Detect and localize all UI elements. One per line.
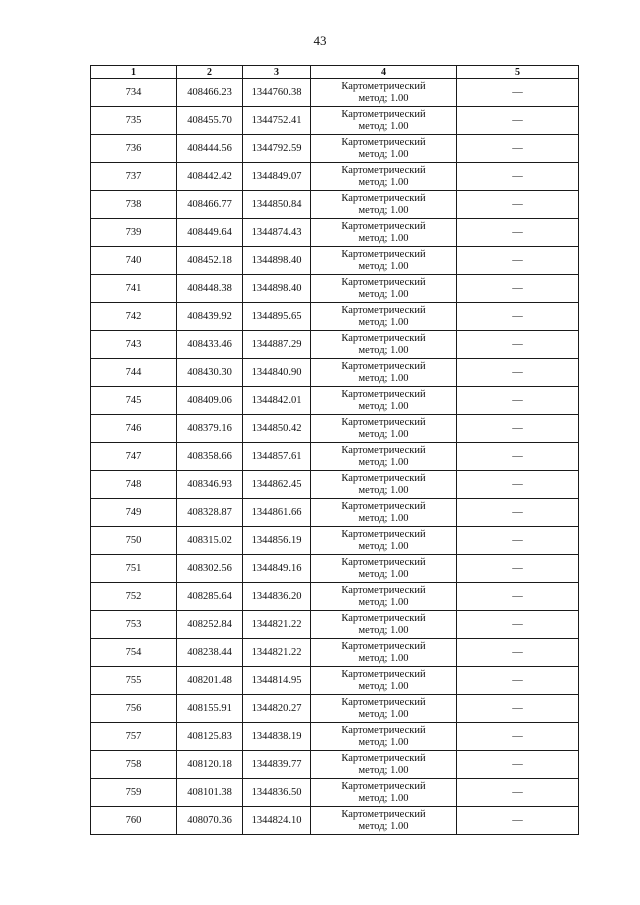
- y-coordinate-cell: 1344857.61: [243, 443, 311, 471]
- table-row: [91, 79, 579, 107]
- note-cell: —: [457, 107, 579, 135]
- note-cell: —: [457, 555, 579, 583]
- note-cell: —: [457, 415, 579, 443]
- x-coordinate-cell: 408455.70: [177, 107, 243, 135]
- method-cell: [311, 667, 457, 695]
- note-cell: —: [457, 331, 579, 359]
- page-number: 43: [313, 33, 327, 48]
- method-line-2: метод; 1.00: [358, 596, 409, 608]
- x-coordinate-cell: 408328.87: [177, 499, 243, 527]
- x-coordinate-cell: 408358.66: [177, 443, 243, 471]
- method-line-1: Картометрический: [341, 724, 426, 736]
- table-row: [91, 331, 579, 359]
- point-number-cell: 746: [91, 415, 177, 443]
- method-line-2: метод; 1.00: [358, 624, 409, 636]
- x-coordinate-cell: 408442.42: [177, 163, 243, 191]
- method-line-1: Картометрический: [341, 780, 426, 792]
- x-coordinate-cell: 408433.46: [177, 331, 243, 359]
- method-cell: [311, 135, 457, 163]
- method-line-1: Картометрический: [341, 528, 426, 540]
- x-coordinate-cell: 408452.18: [177, 247, 243, 275]
- method-line-1: Картометрический: [341, 136, 426, 148]
- method-cell: [311, 415, 457, 443]
- note-cell: —: [457, 219, 579, 247]
- table-row: [91, 471, 579, 499]
- y-coordinate-cell: 1344836.50: [243, 779, 311, 807]
- method-line-1: Картометрический: [341, 500, 426, 512]
- note-cell: —: [457, 387, 579, 415]
- table-row: [91, 695, 579, 723]
- method-line-1: Картометрический: [341, 808, 426, 820]
- x-coordinate-cell: 408430.30: [177, 359, 243, 387]
- y-coordinate-cell: 1344862.45: [243, 471, 311, 499]
- point-number-cell: 750: [91, 527, 177, 555]
- method-line-2: метод; 1.00: [358, 428, 409, 440]
- point-number-cell: 753: [91, 611, 177, 639]
- note-cell: —: [457, 695, 579, 723]
- method-cell: [311, 555, 457, 583]
- x-coordinate-cell: 408409.06: [177, 387, 243, 415]
- header-col-4: 4: [311, 66, 457, 79]
- y-coordinate-cell: 1344850.42: [243, 415, 311, 443]
- y-coordinate-cell: 1344861.66: [243, 499, 311, 527]
- point-number-cell: 755: [91, 667, 177, 695]
- x-coordinate-cell: 408302.56: [177, 555, 243, 583]
- method-cell: [311, 527, 457, 555]
- method-cell: [311, 163, 457, 191]
- y-coordinate-cell: 1344856.19: [243, 527, 311, 555]
- point-number-cell: 752: [91, 583, 177, 611]
- method-line-1: Картометрический: [341, 668, 426, 680]
- point-number-cell: 743: [91, 331, 177, 359]
- table-row: [91, 219, 579, 247]
- x-coordinate-cell: 408444.56: [177, 135, 243, 163]
- note-cell: —: [457, 751, 579, 779]
- y-coordinate-cell: 1344898.40: [243, 275, 311, 303]
- method-cell: [311, 331, 457, 359]
- note-cell: —: [457, 667, 579, 695]
- method-cell: [311, 359, 457, 387]
- point-number-cell: 735: [91, 107, 177, 135]
- point-number-cell: 736: [91, 135, 177, 163]
- method-cell: [311, 443, 457, 471]
- note-cell: —: [457, 163, 579, 191]
- table-row: [91, 639, 579, 667]
- table-row: [91, 415, 579, 443]
- note-cell: —: [457, 807, 579, 835]
- header-col-2: 2: [177, 66, 243, 79]
- y-coordinate-cell: 1344839.77: [243, 751, 311, 779]
- y-coordinate-cell: 1344840.90: [243, 359, 311, 387]
- method-line-2: метод; 1.00: [358, 232, 409, 244]
- y-coordinate-cell: 1344849.07: [243, 163, 311, 191]
- table-row: [91, 247, 579, 275]
- table-row: [91, 807, 579, 835]
- method-line-2: метод; 1.00: [358, 344, 409, 356]
- method-line-2: метод; 1.00: [358, 764, 409, 776]
- y-coordinate-cell: 1344850.84: [243, 191, 311, 219]
- x-coordinate-cell: 408448.38: [177, 275, 243, 303]
- method-cell: [311, 807, 457, 835]
- point-number-cell: 737: [91, 163, 177, 191]
- table-row: [91, 275, 579, 303]
- y-coordinate-cell: 1344874.43: [243, 219, 311, 247]
- header-col-5: 5: [457, 66, 579, 79]
- method-line-2: метод; 1.00: [358, 372, 409, 384]
- y-coordinate-cell: 1344887.29: [243, 331, 311, 359]
- note-cell: —: [457, 639, 579, 667]
- method-line-1: Картометрический: [341, 192, 426, 204]
- method-cell: [311, 639, 457, 667]
- point-number-cell: 756: [91, 695, 177, 723]
- x-coordinate-cell: 408346.93: [177, 471, 243, 499]
- table-row: [91, 303, 579, 331]
- x-coordinate-cell: 408238.44: [177, 639, 243, 667]
- method-line-2: метод; 1.00: [358, 204, 409, 216]
- note-cell: —: [457, 247, 579, 275]
- table-row: [91, 527, 579, 555]
- method-line-2: метод; 1.00: [358, 708, 409, 720]
- method-line-1: Картометрический: [341, 696, 426, 708]
- table-row: [91, 751, 579, 779]
- method-line-2: метод; 1.00: [358, 820, 409, 832]
- method-line-1: Картометрический: [341, 388, 426, 400]
- x-coordinate-cell: 408070.36: [177, 807, 243, 835]
- coordinates-table: [90, 65, 579, 835]
- method-line-2: метод; 1.00: [358, 260, 409, 272]
- point-number-cell: 760: [91, 807, 177, 835]
- method-line-1: Картометрический: [341, 276, 426, 288]
- point-number-cell: 758: [91, 751, 177, 779]
- method-line-1: Картометрический: [341, 248, 426, 260]
- note-cell: —: [457, 303, 579, 331]
- x-coordinate-cell: 408201.48: [177, 667, 243, 695]
- method-line-2: метод; 1.00: [358, 316, 409, 328]
- y-coordinate-cell: 1344824.10: [243, 807, 311, 835]
- table-row: [91, 723, 579, 751]
- y-coordinate-cell: 1344849.16: [243, 555, 311, 583]
- method-line-2: метод; 1.00: [358, 484, 409, 496]
- method-line-1: Картометрический: [341, 108, 426, 120]
- x-coordinate-cell: 408125.83: [177, 723, 243, 751]
- y-coordinate-cell: 1344821.22: [243, 639, 311, 667]
- method-cell: [311, 79, 457, 107]
- note-cell: —: [457, 471, 579, 499]
- method-line-1: Картометрический: [341, 612, 426, 624]
- table-row: [91, 499, 579, 527]
- method-line-2: метод; 1.00: [358, 288, 409, 300]
- method-cell: [311, 303, 457, 331]
- point-number-cell: 740: [91, 247, 177, 275]
- method-line-1: Картометрический: [341, 752, 426, 764]
- y-coordinate-cell: 1344895.65: [243, 303, 311, 331]
- y-coordinate-cell: 1344821.22: [243, 611, 311, 639]
- method-cell: [311, 695, 457, 723]
- table-row: [91, 359, 579, 387]
- point-number-cell: 744: [91, 359, 177, 387]
- method-cell: [311, 191, 457, 219]
- method-line-2: метод; 1.00: [358, 736, 409, 748]
- x-coordinate-cell: 408449.64: [177, 219, 243, 247]
- table-row: [91, 107, 579, 135]
- table-row: [91, 779, 579, 807]
- table-row: [91, 611, 579, 639]
- method-line-2: метод; 1.00: [358, 568, 409, 580]
- x-coordinate-cell: 408101.38: [177, 779, 243, 807]
- method-line-1: Картометрический: [341, 332, 426, 344]
- point-number-cell: 741: [91, 275, 177, 303]
- y-coordinate-cell: 1344814.95: [243, 667, 311, 695]
- method-cell: [311, 611, 457, 639]
- method-line-1: Картометрический: [341, 220, 426, 232]
- method-line-2: метод; 1.00: [358, 400, 409, 412]
- method-line-1: Картометрический: [341, 360, 426, 372]
- method-line-1: Картометрический: [341, 164, 426, 176]
- table-row: [91, 135, 579, 163]
- note-cell: —: [457, 611, 579, 639]
- y-coordinate-cell: 1344838.19: [243, 723, 311, 751]
- x-coordinate-cell: 408439.92: [177, 303, 243, 331]
- x-coordinate-cell: 408466.23: [177, 79, 243, 107]
- method-cell: [311, 583, 457, 611]
- point-number-cell: 751: [91, 555, 177, 583]
- y-coordinate-cell: 1344820.27: [243, 695, 311, 723]
- method-line-1: Картометрический: [341, 80, 426, 92]
- note-cell: —: [457, 275, 579, 303]
- method-line-2: метод; 1.00: [358, 512, 409, 524]
- method-cell: [311, 275, 457, 303]
- note-cell: —: [457, 443, 579, 471]
- method-cell: [311, 107, 457, 135]
- note-cell: —: [457, 583, 579, 611]
- point-number-cell: 747: [91, 443, 177, 471]
- table-row: [91, 387, 579, 415]
- method-line-1: Картометрический: [341, 556, 426, 568]
- point-number-cell: 745: [91, 387, 177, 415]
- table-row: [91, 555, 579, 583]
- method-line-1: Картометрический: [341, 416, 426, 428]
- method-line-2: метод; 1.00: [358, 120, 409, 132]
- point-number-cell: 739: [91, 219, 177, 247]
- note-cell: —: [457, 191, 579, 219]
- y-coordinate-cell: 1344760.38: [243, 79, 311, 107]
- method-line-1: Картометрический: [341, 304, 426, 316]
- point-number-cell: 754: [91, 639, 177, 667]
- table-row: [91, 191, 579, 219]
- note-cell: —: [457, 527, 579, 555]
- note-cell: —: [457, 79, 579, 107]
- method-cell: [311, 247, 457, 275]
- point-number-cell: 748: [91, 471, 177, 499]
- method-cell: [311, 779, 457, 807]
- header-col-3: 3: [243, 66, 311, 79]
- point-number-cell: 738: [91, 191, 177, 219]
- method-line-1: Картометрический: [341, 472, 426, 484]
- header-col-1: 1: [91, 66, 177, 79]
- method-line-2: метод; 1.00: [358, 92, 409, 104]
- table-row: [91, 443, 579, 471]
- note-cell: —: [457, 779, 579, 807]
- method-line-2: метод; 1.00: [358, 792, 409, 804]
- table-header-row: [91, 66, 579, 79]
- method-line-2: метод; 1.00: [358, 148, 409, 160]
- method-cell: [311, 723, 457, 751]
- table-body: [91, 79, 579, 835]
- x-coordinate-cell: 408120.18: [177, 751, 243, 779]
- point-number-cell: 759: [91, 779, 177, 807]
- method-cell: [311, 751, 457, 779]
- method-line-1: Картометрический: [341, 584, 426, 596]
- point-number-cell: 742: [91, 303, 177, 331]
- method-line-2: метод; 1.00: [358, 176, 409, 188]
- y-coordinate-cell: 1344898.40: [243, 247, 311, 275]
- method-line-2: метод; 1.00: [358, 456, 409, 468]
- x-coordinate-cell: 408379.16: [177, 415, 243, 443]
- x-coordinate-cell: 408285.64: [177, 583, 243, 611]
- x-coordinate-cell: 408466.77: [177, 191, 243, 219]
- table-row: [91, 163, 579, 191]
- method-line-2: метод; 1.00: [358, 680, 409, 692]
- method-cell: [311, 219, 457, 247]
- table-row: [91, 583, 579, 611]
- point-number-cell: 734: [91, 79, 177, 107]
- point-number-cell: 757: [91, 723, 177, 751]
- y-coordinate-cell: 1344836.20: [243, 583, 311, 611]
- y-coordinate-cell: 1344842.01: [243, 387, 311, 415]
- method-cell: [311, 387, 457, 415]
- note-cell: —: [457, 723, 579, 751]
- y-coordinate-cell: 1344752.41: [243, 107, 311, 135]
- method-line-2: метод; 1.00: [358, 652, 409, 664]
- method-cell: [311, 471, 457, 499]
- note-cell: —: [457, 499, 579, 527]
- note-cell: —: [457, 359, 579, 387]
- method-cell: [311, 499, 457, 527]
- method-line-1: Картометрический: [341, 640, 426, 652]
- note-cell: —: [457, 135, 579, 163]
- y-coordinate-cell: 1344792.59: [243, 135, 311, 163]
- x-coordinate-cell: 408155.91: [177, 695, 243, 723]
- x-coordinate-cell: 408252.84: [177, 611, 243, 639]
- table-row: [91, 667, 579, 695]
- method-line-1: Картометрический: [341, 444, 426, 456]
- x-coordinate-cell: 408315.02: [177, 527, 243, 555]
- method-line-2: метод; 1.00: [358, 540, 409, 552]
- point-number-cell: 749: [91, 499, 177, 527]
